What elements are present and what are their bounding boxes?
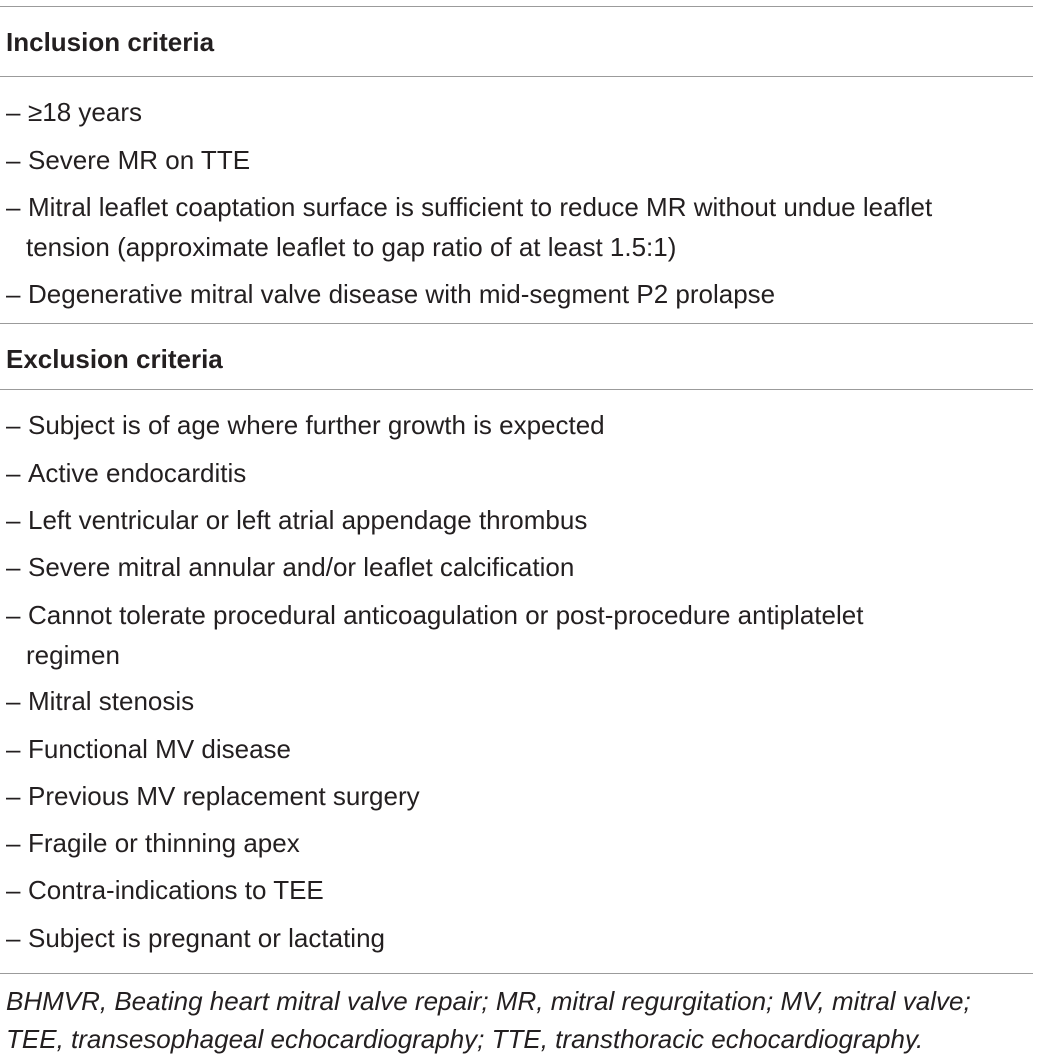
exclusion-item-text: Subject is pregnant or lactating xyxy=(28,923,385,953)
footnote-line: TEE, transesophageal echocardiography; TTE, transthoracic echocardiography. xyxy=(6,1024,924,1054)
inclusion-heading: Inclusion criteria xyxy=(6,27,215,57)
inclusion-item xyxy=(6,187,1031,267)
dash: – xyxy=(6,875,21,905)
dash: – xyxy=(6,552,21,582)
footnote-rule xyxy=(0,973,1033,974)
dash: – xyxy=(6,734,21,764)
inclusion-item-text-continued: tension (approximate leaflet to gap ratio of at least 1.5:1) xyxy=(26,232,677,262)
exclusion-item xyxy=(6,595,1031,675)
exclusion-item xyxy=(6,776,1031,816)
exclusion-item xyxy=(6,870,1031,910)
dash: – xyxy=(6,458,21,488)
exclusion-heading: Exclusion criteria xyxy=(6,344,223,374)
dash: – xyxy=(6,505,21,535)
exclusion-heading-rule xyxy=(0,389,1033,390)
footnote-line: BHMVR, Beating heart mitral valve repair; MR, mitral regurgitation; MV, mitral valve; xyxy=(6,986,971,1016)
exclusion-item-text: Active endocarditis xyxy=(28,458,247,488)
dash: – xyxy=(6,192,21,222)
inclusion-item-text: Severe MR on TTE xyxy=(28,145,251,175)
dash: – xyxy=(6,97,21,127)
dash: – xyxy=(6,686,21,716)
exclusion-item xyxy=(6,547,1031,587)
inclusion-item-text: Degenerative mitral valve disease with mid-segment P2 prolapse xyxy=(28,279,776,309)
exclusion-item-text: Cannot tolerate procedural anticoagulation or post-procedure antiplatelet xyxy=(28,600,864,630)
dash: – xyxy=(6,828,21,858)
exclusion-item-text: Mitral stenosis xyxy=(28,686,195,716)
inclusion-heading-rule xyxy=(0,76,1033,77)
exclusion-item-text: Previous MV replacement surgery xyxy=(28,781,420,811)
exclusion-item-text: Subject is of age where further growth is expected xyxy=(28,410,605,440)
dash: – xyxy=(6,923,21,953)
exclusion-item-text: Functional MV disease xyxy=(28,734,292,764)
exclusion-item xyxy=(6,729,1031,769)
top-rule xyxy=(0,6,1033,7)
exclusion-item xyxy=(6,681,1031,721)
inclusion-item-text: ≥18 years xyxy=(28,97,142,127)
exclusion-item xyxy=(6,500,1031,540)
table-footnote xyxy=(6,982,1036,1058)
dash: – xyxy=(6,781,21,811)
exclusion-item xyxy=(6,453,1031,493)
section-divider xyxy=(0,323,1033,324)
dash: – xyxy=(6,145,21,175)
inclusion-item-text: Mitral leaflet coaptation surface is sufficient to reduce MR without undue leaflet xyxy=(28,192,933,222)
inclusion-item xyxy=(6,274,1031,314)
exclusion-item-text-continued: regimen xyxy=(26,640,120,670)
inclusion-item xyxy=(6,140,1031,180)
inclusion-item xyxy=(6,92,1031,132)
exclusion-item-text: Left ventricular or left atrial appendage thrombus xyxy=(28,505,588,535)
exclusion-item-text: Severe mitral annular and/or leaflet calcification xyxy=(28,552,575,582)
dash: – xyxy=(6,410,21,440)
exclusion-item xyxy=(6,823,1031,863)
dash: – xyxy=(6,279,21,309)
exclusion-item-text: Fragile or thinning apex xyxy=(28,828,300,858)
exclusion-item-text: Contra-indications to TEE xyxy=(28,875,324,905)
exclusion-item xyxy=(6,918,1031,958)
dash: – xyxy=(6,600,21,630)
exclusion-item xyxy=(6,405,1031,445)
